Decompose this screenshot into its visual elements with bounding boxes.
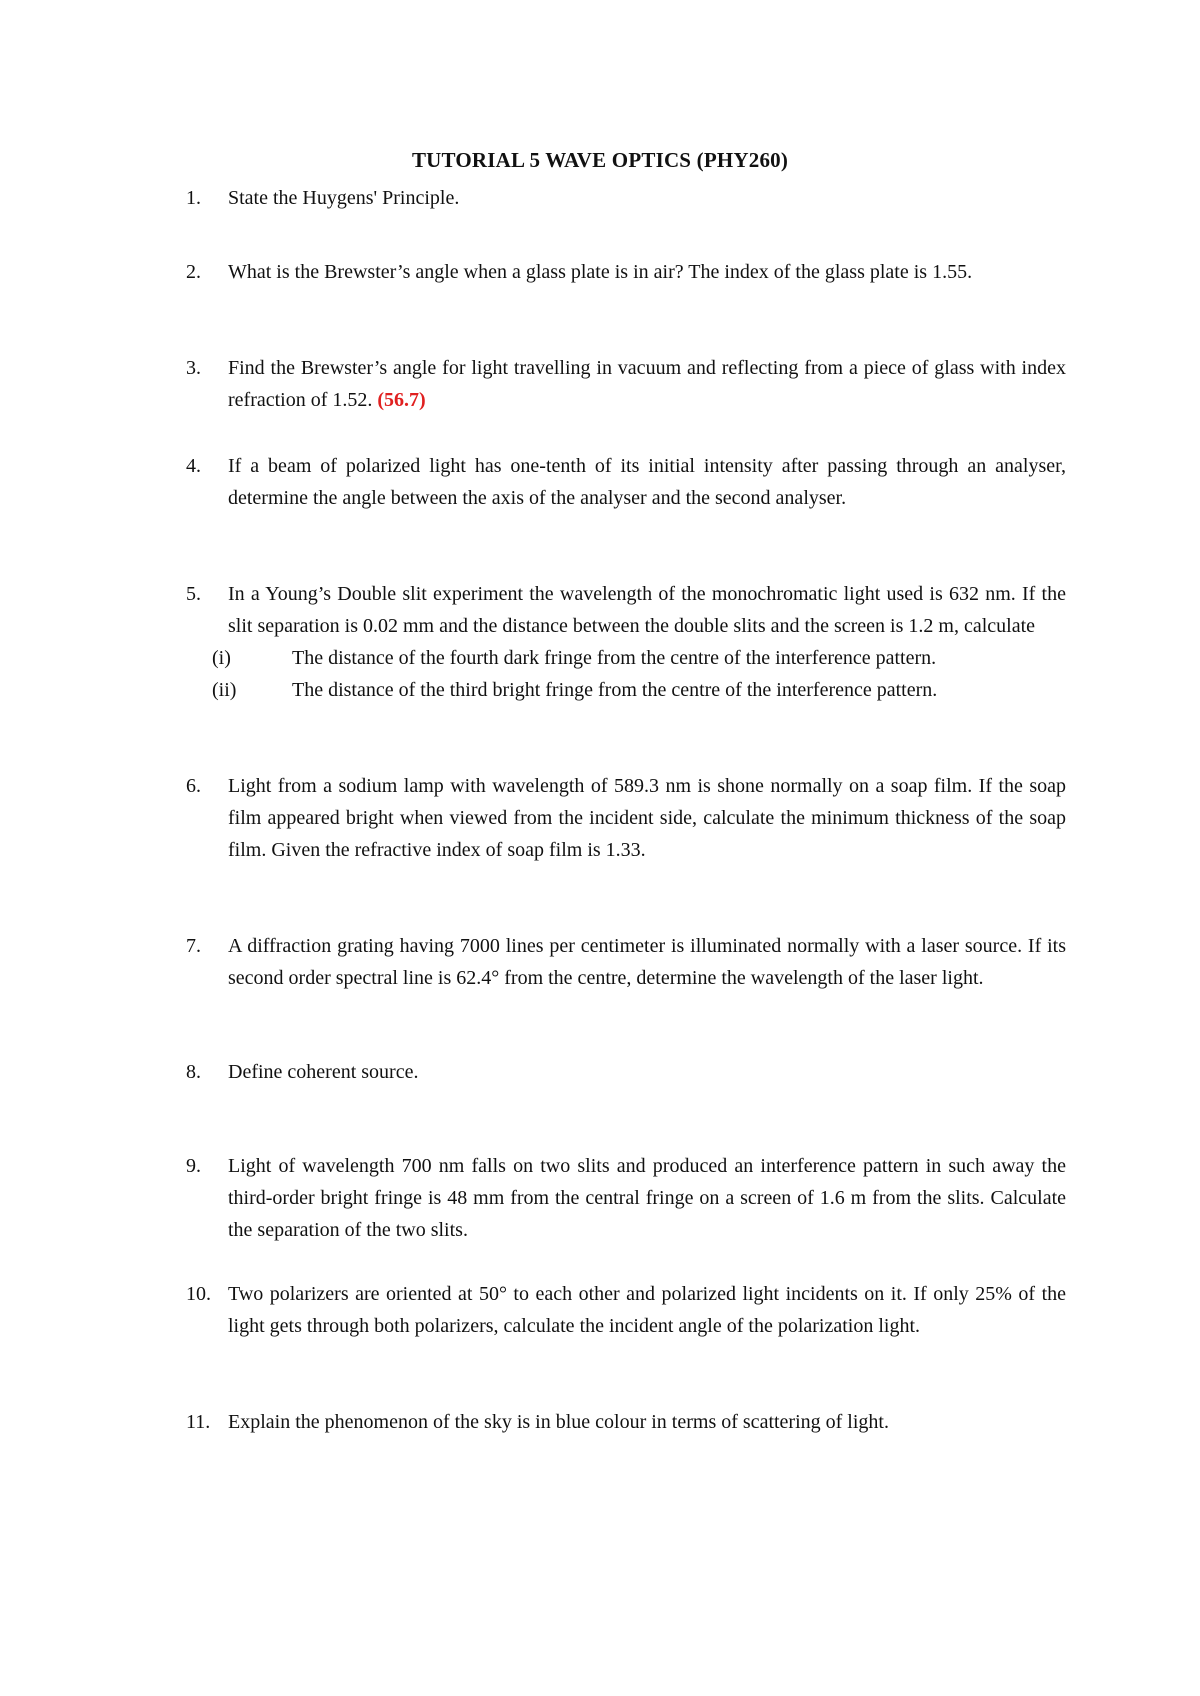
question-number: 10.: [186, 1283, 211, 1305]
answer-highlight: (56.7): [377, 389, 426, 411]
subquestion-label: (ii): [212, 679, 237, 701]
question-6: [186, 770, 1066, 866]
question-text: In a Young’s Double slit experiment the wavelength of the monochromatic light used is 632 nm. If the slit separation is 0.02 mm and the distance between the double slits and the screen is 1.2 m, calculate: [228, 583, 1066, 637]
question-9: [186, 1150, 1066, 1246]
question-number: 4.: [186, 455, 201, 477]
subquestion-label: (i): [212, 647, 231, 669]
question-text: A diffraction grating having 7000 lines per centimeter is illuminated normally with a laser source. If its second order spectral line is 62.4° from the centre, determine the wavelength of the laser light.: [228, 935, 1066, 989]
question-2: [186, 256, 1066, 288]
question-text: Define coherent source.: [228, 1061, 419, 1083]
question-4: [186, 450, 1066, 514]
question-body: [212, 578, 1066, 706]
question-number: 2.: [186, 261, 201, 283]
question-number: 8.: [186, 1061, 201, 1083]
subquestion: [212, 674, 1066, 706]
question-number: 9.: [186, 1155, 201, 1177]
question-number: 6.: [186, 775, 201, 797]
question-text: Light from a sodium lamp with wavelength of 589.3 nm is shone normally on a soap film. If the soap film appeared bright when viewed from the incident side, calculate the minimum thickness of the soap film. Given the refractive index of soap film is 1.33.: [228, 775, 1066, 861]
question-text: If a beam of polarized light has one-tenth of its initial intensity after passing through an analyser, determine the angle between the axis of the analyser and the second analyser.: [228, 455, 1066, 509]
question-number: 1.: [186, 187, 201, 209]
subquestion: [212, 642, 1066, 674]
subquestion-text: The distance of the third bright fringe from the centre of the interference pattern.: [292, 679, 938, 701]
question-number: 3.: [186, 357, 201, 379]
question-5: [186, 578, 1066, 706]
question-3: [186, 352, 1066, 416]
question-number: 5.: [186, 583, 201, 605]
subquestion-text: The distance of the fourth dark fringe from the centre of the interference pattern.: [292, 647, 937, 669]
question-text: Find the Brewster’s angle for light travelling in vacuum and reflecting from a piece of glass with index refraction of 1.52.: [228, 357, 1066, 411]
question-10: [186, 1278, 1066, 1342]
question-1: [186, 182, 1066, 214]
question-11: [186, 1406, 1066, 1438]
question-text: State the Huygens' Principle.: [228, 187, 460, 209]
question-text: Explain the phenomenon of the sky is in blue colour in terms of scattering of light.: [228, 1411, 889, 1433]
question-body: [228, 352, 1066, 416]
question-text: What is the Brewster’s angle when a glass plate is in air? The index of the glass plate is 1.55.: [228, 261, 973, 283]
page-title: TUTORIAL 5 WAVE OPTICS (PHY260): [411, 148, 789, 172]
question-number: 7.: [186, 935, 201, 957]
question-text: Light of wavelength 700 nm falls on two slits and produced an interference pattern in such away the third-order bright fringe is 48 mm from the central fringe on a screen of 1.6 m from the slits. Calculate the separation of the two slits.: [228, 1155, 1066, 1241]
question-text: Two polarizers are oriented at 50° to each other and polarized light incidents on it. If only 25% of the light gets through both polarizers, calculate the incident angle of the polarization light.: [228, 1283, 1066, 1337]
question-7: [186, 930, 1066, 994]
question-8: [186, 1056, 1066, 1088]
question-number: 11.: [186, 1411, 211, 1433]
